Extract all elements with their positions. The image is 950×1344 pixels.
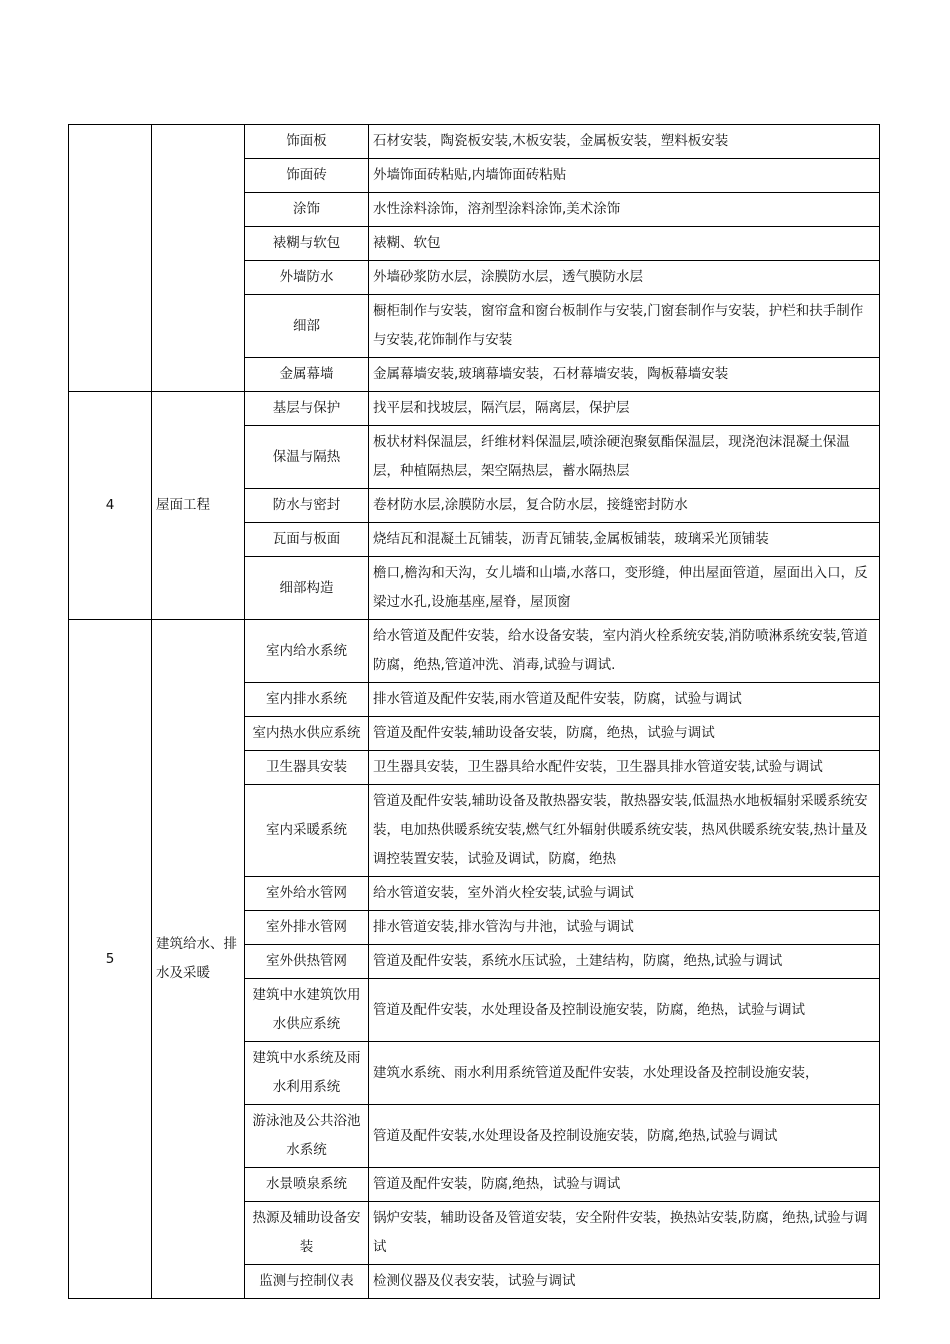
table-body (69, 125, 880, 1299)
content-cell: 水性涂料涂饰，溶剂型涂料涂饰,美术涂饰 (369, 193, 880, 227)
table-row (69, 125, 880, 159)
table-row (69, 620, 880, 683)
sub-item-cell: 室内热水供应系统 (245, 717, 369, 751)
content-cell: 管道及配件安装，系统水压试验，土建结构，防腐，绝热,试验与调试 (369, 945, 880, 979)
sub-item-cell: 建筑中水系统及雨水利用系统 (245, 1042, 369, 1105)
sub-item-cell: 卫生器具安装 (245, 751, 369, 785)
sub-item-cell: 饰面砖 (245, 159, 369, 193)
content-cell: 排水管道安装,排水管沟与井池，试验与调试 (369, 911, 880, 945)
content-cell: 锅炉安装，辅助设备及管道安装，安全附件安装，换热站安装,防腐，绝热,试验与调试 (369, 1202, 880, 1265)
sub-item-cell: 游泳池及公共浴池水系统 (245, 1105, 369, 1168)
sub-item-cell: 细部构造 (245, 557, 369, 620)
content-cell: 管道及配件安装,辅助设备及散热器安装，散热器安装,低温热水地板辐射采暖系统安装，电加热供暖系统安装,燃气红外辐射供暖系统安装，热风供暖系统安装,热计量及调控装置安装，试验及调试，防腐，绝热 (369, 785, 880, 877)
group-name-cell: 屋面工程 (152, 392, 245, 620)
content-cell: 排水管道及配件安装,雨水管道及配件安装，防腐，试验与调试 (369, 683, 880, 717)
content-cell: 管道及配件安装,辅助设备安装，防腐，绝热，试验与调试 (369, 717, 880, 751)
content-cell: 检测仪器及仪表安装，试验与调试 (369, 1265, 880, 1299)
construction-items-table (68, 124, 880, 1299)
content-cell: 石材安装，陶瓷板安装,木板安装，金属板安装，塑料板安装 (369, 125, 880, 159)
sub-item-cell: 监测与控制仪表 (245, 1265, 369, 1299)
group-number-cell (69, 125, 152, 392)
sub-item-cell: 防水与密封 (245, 489, 369, 523)
group-name-cell: 建筑给水、排水及采暖 (152, 620, 245, 1299)
content-cell: 建筑水系统、雨水利用系统管道及配件安装，水处理设备及控制设施安装， (369, 1042, 880, 1105)
content-cell: 裱糊、软包 (369, 227, 880, 261)
content-cell: 檐口,檐沟和天沟，女儿墙和山墙,水落口，变形缝，伸出屋面管道，屋面出入口，反梁过水孔,设施基座,屋脊，屋顶窗 (369, 557, 880, 620)
content-cell: 金属幕墙安装,玻璃幕墙安装，石材幕墙安装，陶板幕墙安装 (369, 358, 880, 392)
sub-item-cell: 室外供热管网 (245, 945, 369, 979)
sub-item-cell: 室外排水管网 (245, 911, 369, 945)
group-number-cell: 4 (69, 392, 152, 620)
sub-item-cell: 室内采暖系统 (245, 785, 369, 877)
sub-item-cell: 涂饰 (245, 193, 369, 227)
sub-item-cell: 外墙防水 (245, 261, 369, 295)
sub-item-cell: 细部 (245, 295, 369, 358)
sub-item-cell: 保温与隔热 (245, 426, 369, 489)
content-cell: 卫生器具安装，卫生器具给水配件安装，卫生器具排水管道安装,试验与调试 (369, 751, 880, 785)
content-cell: 烧结瓦和混凝土瓦铺装，沥青瓦铺装,金属板铺装，玻璃采光顶铺装 (369, 523, 880, 557)
sub-item-cell: 建筑中水建筑饮用水供应系统 (245, 979, 369, 1042)
table-row (69, 392, 880, 426)
content-cell: 管道及配件安装,水处理设备及控制设施安装，防腐,绝热,试验与调试 (369, 1105, 880, 1168)
content-cell: 卷材防水层,涂膜防水层，复合防水层，接缝密封防水 (369, 489, 880, 523)
sub-item-cell: 水景喷泉系统 (245, 1168, 369, 1202)
content-cell: 板状材料保温层，纤维材料保温层,喷涂硬泡聚氨酯保温层，现浇泡沫混凝土保温层，种植隔热层，架空隔热层，蓄水隔热层 (369, 426, 880, 489)
content-cell: 外墙砂浆防水层，涂膜防水层，透气膜防水层 (369, 261, 880, 295)
content-cell: 给水管道安装，室外消火栓安装,试验与调试 (369, 877, 880, 911)
content-cell: 管道及配件安装，防腐,绝热，试验与调试 (369, 1168, 880, 1202)
content-cell: 找平层和找坡层，隔汽层，隔离层，保护层 (369, 392, 880, 426)
sub-item-cell: 裱糊与软包 (245, 227, 369, 261)
content-cell: 橱柜制作与安装，窗帘盒和窗台板制作与安装,门窗套制作与安装，护栏和扶手制作与安装,花饰制作与安装 (369, 295, 880, 358)
sub-item-cell: 热源及辅助设备安装 (245, 1202, 369, 1265)
sub-item-cell: 瓦面与板面 (245, 523, 369, 557)
group-name-cell (152, 125, 245, 392)
content-cell: 管道及配件安装，水处理设备及控制设施安装，防腐，绝热，试验与调试 (369, 979, 880, 1042)
sub-item-cell: 室内给水系统 (245, 620, 369, 683)
content-cell: 给水管道及配件安装，给水设备安装，室内消火栓系统安装,消防喷淋系统安装,管道防腐，绝热,管道冲洗、消毒,试验与调试. (369, 620, 880, 683)
content-cell: 外墙饰面砖粘贴,内墙饰面砖粘贴 (369, 159, 880, 193)
sub-item-cell: 基层与保护 (245, 392, 369, 426)
sub-item-cell: 金属幕墙 (245, 358, 369, 392)
sub-item-cell: 室内排水系统 (245, 683, 369, 717)
sub-item-cell: 室外给水管网 (245, 877, 369, 911)
sub-item-cell: 饰面板 (245, 125, 369, 159)
group-number-cell: 5 (69, 620, 152, 1299)
